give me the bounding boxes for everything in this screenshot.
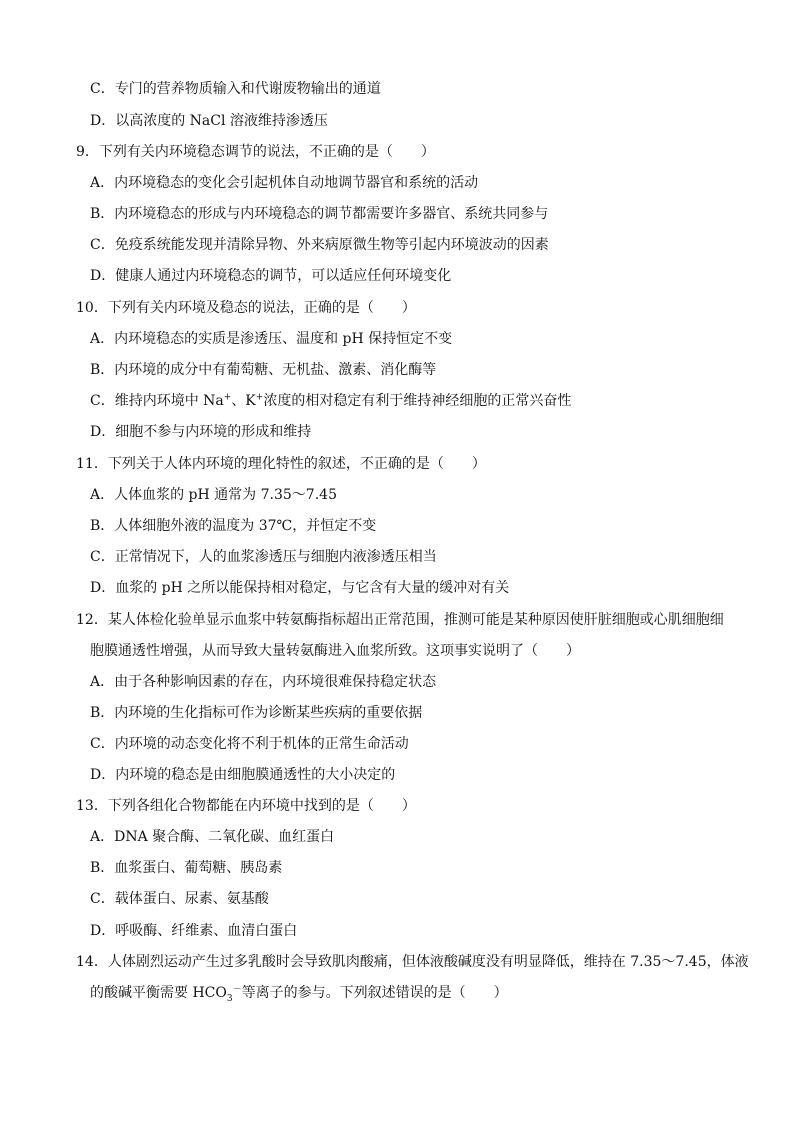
q14-stem-line2-post: 等离子的参与。下列叙述错误的是（ ） [241,985,508,1001]
q12-option-b: B．内环境的生化指标可作为诊断某些疾病的重要依据 [90,705,423,721]
superscript-plus: + [223,392,232,403]
q10-option-a: A．内环境稳态的实质是渗透压、温度和 pH 保持恒定不变 [90,331,453,347]
q10-option-c-mid: 、K [231,393,256,409]
subscript-3: 3 [226,993,233,1004]
q13-stem: 13．下列各组化合物都能在内环境中找到的是（ ） [76,798,416,814]
q11-option-c: C．正常情况下，人的血浆渗透压与细胞内液渗透压相当 [90,549,437,565]
q9-option-d: D．健康人通过内环境稳态的调节，可以适应任何环境变化 [90,268,452,284]
q11-option-b: B．人体细胞外液的温度为 37℃，并恒定不变 [90,518,377,534]
q10-stem: 10．下列有关内环境及稳态的说法，正确的是（ ） [76,300,416,316]
q10-option-c-post: 浓度的相对稳定有利于维持神经细胞的正常兴奋性 [263,393,572,409]
q9-stem: 9．下列有关内环境稳态调节的说法，不正确的是（ ） [76,144,435,160]
superscript-plus: + [255,392,264,403]
q8-option-c: C．专门的营养物质输入和代谢废物输出的通道 [90,81,381,97]
q10-option-d: D．细胞不参与内环境的形成和维持 [90,424,312,440]
q10-option-c-pre: C．维持内环境中 Na [90,393,224,409]
q13-option-b: B．血浆蛋白、葡萄糖、胰岛素 [90,860,283,876]
q14-stem-line2 [90,984,508,1002]
q14-stem-line1: 14．人体剧烈运动产生过多乳酸时会导致肌肉酸痛，但体液酸碱度没有明显降低，维持在 7.35～7.45，体液 [76,954,749,970]
q12-stem-line2: 胞膜通透性增强，从而导致大量转氨酶进入血浆所致。这项事实说明了（ ） [90,643,580,659]
q14-stem-line2-pre: 的酸碱平衡需要 HCO [90,985,227,1001]
q11-option-a: A．人体血浆的 pH 通常为 7.35～7.45 [90,487,337,503]
q12-stem-line1: 12．某人体检化验单显示血浆中转氨酶指标超出正常范围，推测可能是某种原因使肝脏细胞或心肌细胞细 [76,612,724,628]
q10-option-b: B．内环境的成分中有葡萄糖、无机盐、激素、消化酶等 [90,362,437,378]
q8-option-d: D．以高浓度的 NaCl 溶液维持渗透压 [90,113,328,129]
q10-option-c [90,392,571,410]
q13-option-c: C．载体蛋白、尿素、氨基酸 [90,891,269,907]
q13-option-a: A．DNA 聚合酶、二氧化碳、血红蛋白 [90,829,335,845]
q9-option-b: B．内环境稳态的形成与内环境稳态的调节都需要许多器官、系统共同参与 [90,206,549,222]
q12-option-c: C．内环境的动态变化将不利于机体的正常生命活动 [90,736,409,752]
q9-option-a: A．内环境稳态的变化会引起机体自动地调节器官和系统的活动 [90,175,479,191]
q9-option-c: C．免疫系统能发现并清除异物、外来病原微生物等引起内环境波动的因素 [90,237,549,253]
q11-stem: 11．下列关于人体内环境的理化特性的叙述，不正确的是（ ） [76,456,486,472]
q12-option-a: A．由于各种影响因素的存在，内环境很难保持稳定状态 [90,674,437,690]
q12-option-d: D．内环境的稳态是由细胞膜通透性的大小决定的 [90,767,396,783]
q11-option-d: D．血浆的 pH 之所以能保持相对稳定，与它含有大量的缓冲对有关 [90,580,510,596]
superscript-minus: － [232,984,242,995]
q13-option-d: D．呼吸酶、纤维素、血清白蛋白 [90,923,298,939]
